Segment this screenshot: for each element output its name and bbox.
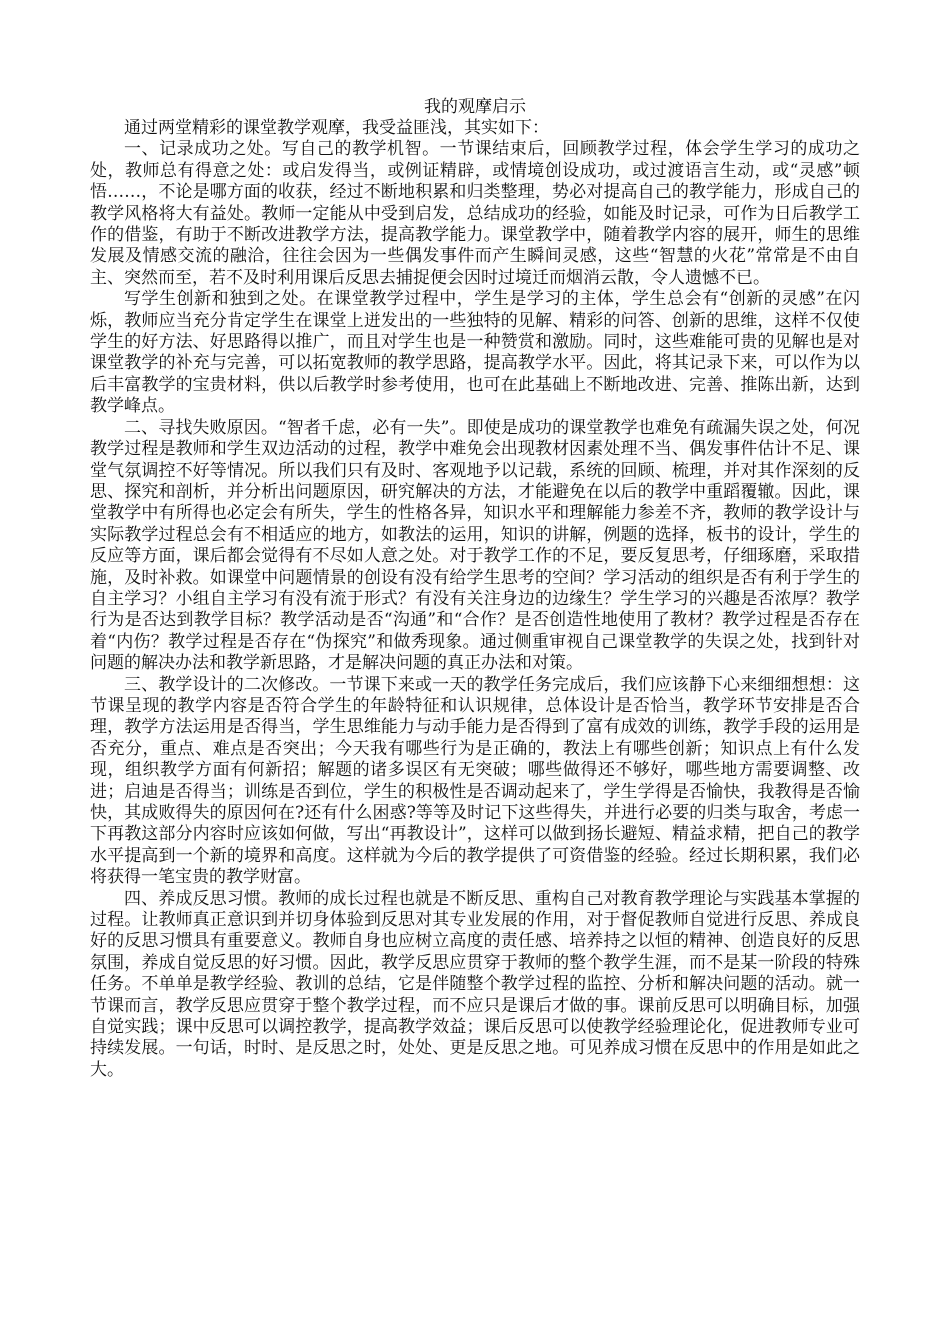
section-two-paragraph: 二、寻找失败原因。“智者千虑，必有一失”。即使是成功的课堂教学也难免有疏漏失误之处，何况教学过程是教师和学生双边活动的过程，教学中难免会出现教材因素处理不当、偶发事件估计不足、课堂气氛调控不好等情况。所以我们只有及时、客观地予以记载，系统的回顾、梳理，并对其作深刻的反思、探究和剖析，并分析出问题原因，研究解决的方法，才能避免在以后的教学中重蹈覆辙。因此，课堂教学中有所得也必定会有所失，学生的性格各异，知识水平和理解能力参差不齐，教师的教学设计与实际教学过程总会有不相适应的地方，如教法的运用，知识的讲解，例题的选择，板书的设计，学生的反应等方面，课后都会觉得有不尽如人意之处。对于教学工作的不足，要反复思考，仔细琢磨，采取措施，及时补救。如课堂中问题情景的创设有没有给学生思考的空间？学习活动的组织是否有利于学生的自主学习？小组自主学习有没有流于形式？有没有关注身边的边缘生？学生学习的兴趣是否浓厚？教学行为是否达到教学目标？教学活动是否“沟通”和“合作？是否创造性地使用了教材？教学过程是否存在着“内伤？教学过程是否存在“伪探究”和做秀现象。通过侧重审视自己课堂教学的失误之处，找到针对问题的解决办法和教学新思路，才是解决问题的真正办法和对策。 — [90, 417, 860, 674]
section-one-paragraph: 一、记录成功之处。写自己的教学机智。一节课结束后，回顾教学过程，体会学生学习的成功之处，教师总有得意之处：或启发得当，或例证精辟，或情境创设成功，或过渡语言生动，或“灵感”顿悟……，不论是哪方面的收获，经过不断地积累和归类整理，势必对提高自己的教学能力，形成自己的教学风格将大有益处。教师一定能从中受到启发，总结成功的经验，如能及时记录，可作为日后教学工作的借鉴，有助于不断改进教学方法，提高教学能力。课堂教学中，随着教学内容的展开，师生的思维发展及情感交流的融洽，往往会因为一些偶发事件而产生瞬间灵感，这些“智慧的火花”常常是不由自主、突然而至，若不及时利用课后反思去捕捉便会因时过境迁而烟消云散，令人遗憾不已。 — [90, 139, 860, 288]
document-page — [90, 96, 860, 1081]
document-title: 我的观摩启示 — [424, 97, 526, 117]
intro-paragraph: 通过两堂精彩的课堂教学观摩，我受益匪浅，其实如下： — [124, 118, 549, 138]
section-four-paragraph: 四、养成反思习惯。教师的成长过程也就是不断反思、重构自己对教育教学理论与实践基本掌握的过程。让教师真正意识到并切身体验到反思对其专业发展的作用，对于督促教师自觉进行反思、养成良好的反思习惯具有重要意义。教师自身也应树立高度的责任感、培养持之以恒的精神、创造良好的反思氛围，养成自觉反思的好习惯。因此，教学反思应贯穿于教师的整个教学生涯，而不是某一阶段的特殊任务。不单单是教学经验、教训的总结，它是伴随整个教学过程的监控、分析和解决问题的活动。就一节课而言，教学反思应贯穿于整个教学过程，而不应只是课后才做的事。课前反思可以明确目标，加强自觉实践；课中反思可以调控教学，提高教学效益；课后反思可以使教学经验理论化，促进教师专业可持续发展。一句话，时时、是反思之时，处处、更是反思之地。可见养成习惯在反思中的作用是如此之大。 — [90, 888, 860, 1080]
section-one-subparagraph: 写学生创新和独到之处。在课堂教学过程中，学生是学习的主体，学生总会有“创新的灵感”在闪烁，教师应当充分肯定学生在课堂上迸发出的一些独特的见解、精彩的问答、创新的思维，这样不仅使学生的好方法、好思路得以推广，而且对学生也是一种赞赏和激励。同时，这些难能可贵的见解也是对课堂教学的补充与完善，可以拓宽教师的教学思路，提高教学水平。因此，将其记录下来，可以作为以后丰富教学的宝贵材料，供以后教学时参考使用，也可在此基础上不断地改进、完善、推陈出新，达到教学峰点。 — [90, 289, 860, 417]
section-three-paragraph: 三、教学设计的二次修改。一节课下来或一天的教学任务完成后，我们应该静下心来细细想想：这节课呈现的教学内容是否符合学生的年龄特征和认识规律，总体设计是否恰当，教学环节安排是否合理，教学方法运用是否得当，学生思维能力与动手能力是否得到了富有成效的训练，教学手段的运用是否充分，重点、难点是否突出；今天我有哪些行为是正确的，教法上有哪些创新；知识点上有什么发现，组织教学方面有何新招；解题的诸多误区有无突破；哪些做得还不够好，哪些地方需要调整、改进；启迪是否得当；训练是否到位，学生的积极性是否调动起来了，学生学得是否愉快，我教得是否愉快，其成败得失的原因何在?还有什么困惑?等等及时记下这些得失，并进行必要的归类与取舍，考虑一下再教这部分内容时应该如何做，写出“再教设计”，这样可以做到扬长避短、精益求精，把自己的教学水平提高到一个新的境界和高度。这样就为今后的教学提供了可资借鉴的经验。经过长期积累，我们必将获得一笔宝贵的教学财富。 — [90, 674, 860, 888]
